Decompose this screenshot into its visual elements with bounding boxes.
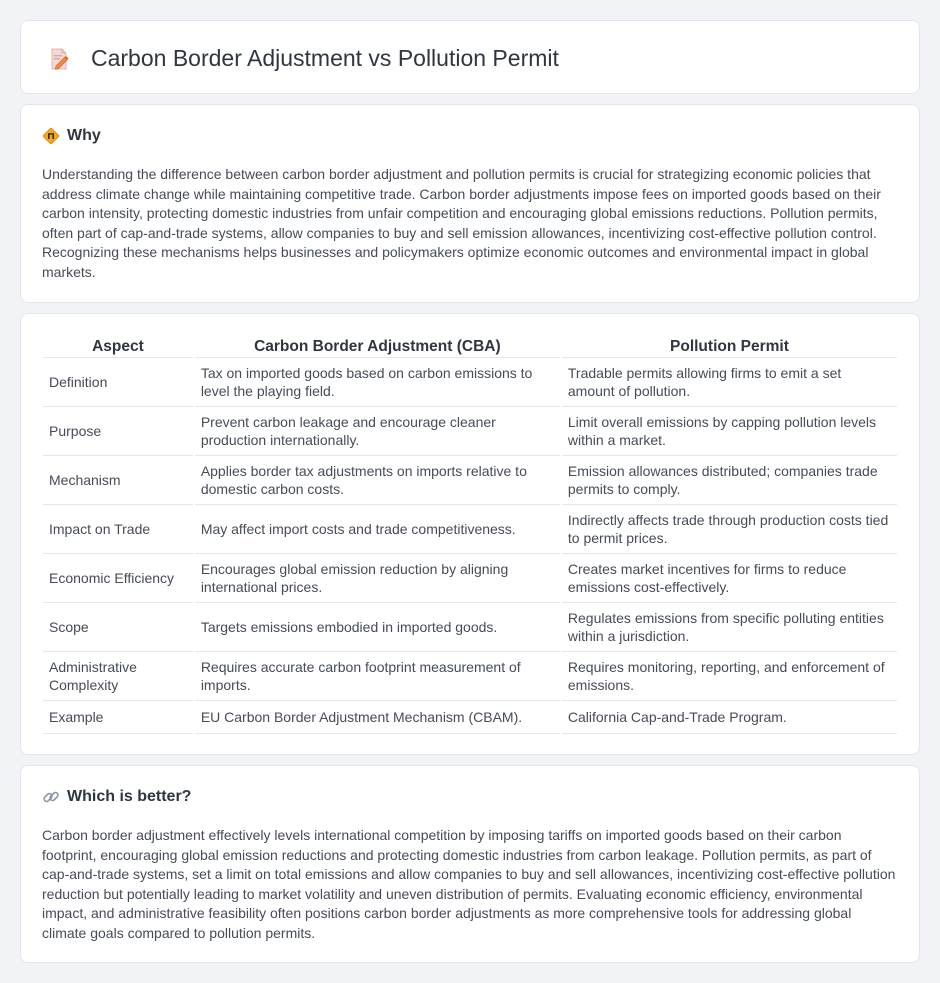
row-aspect: Scope bbox=[43, 603, 193, 652]
row-aspect: Definition bbox=[43, 358, 193, 407]
table-row bbox=[43, 652, 897, 701]
table-row bbox=[43, 554, 897, 603]
table-row bbox=[43, 358, 897, 407]
row-permit: Creates market incentives for firms to reduce emissions cost-effectively. bbox=[562, 554, 897, 603]
row-permit: Limit overall emissions by capping pollution levels within a market. bbox=[562, 407, 897, 456]
row-permit: Tradable permits allowing firms to emit a set amount of pollution. bbox=[562, 358, 897, 407]
row-cba: Tax on imported goods based on carbon emissions to level the playing field. bbox=[195, 358, 560, 407]
better-text: Carbon border adjustment effectively levels international competition by imposing tariffs on imported goods based on their carbon footprint, encouraging global emission reductions and protecting domestic industries from carbon leakage. Pollution permits, as part of cap-and-trade systems, set a limit on total emissions and allow companies to buy and sell allowances, incentivizing cost-effective pollution reduction but potentially leading to market volatility and uneven distribution of permits. Evaluating economic efficiency, environmental impact, and administrative feasibility often positions carbon border adjustments as more comprehensive tools for addressing global climate goals compared to pollution permits. bbox=[42, 827, 896, 941]
why-title: Why bbox=[67, 127, 101, 144]
road-sign-icon bbox=[42, 127, 60, 145]
row-permit: California Cap-and-Trade Program. bbox=[562, 701, 897, 734]
page-title: Carbon Border Adjustment vs Pollution Permit bbox=[91, 45, 559, 71]
row-aspect: Administrative Complexity bbox=[43, 652, 193, 701]
better-title: Which is better? bbox=[67, 788, 192, 805]
table-header-row bbox=[43, 336, 897, 358]
row-aspect: Economic Efficiency bbox=[43, 554, 193, 603]
link-icon bbox=[42, 788, 60, 806]
row-cba: Encourages global emission reduction by aligning international prices. bbox=[195, 554, 560, 603]
better-heading bbox=[42, 788, 191, 806]
row-permit: Emission allowances distributed; companies trade permits to comply. bbox=[562, 456, 897, 505]
table-row bbox=[43, 456, 897, 505]
which-better-card bbox=[20, 765, 920, 963]
header-aspect: Aspect bbox=[43, 336, 193, 358]
header-card bbox=[20, 20, 920, 94]
row-permit: Regulates emissions from specific polluting entities within a jurisdiction. bbox=[562, 603, 897, 652]
why-text: Understanding the difference between carbon border adjustment and pollution permits is crucial for strategizing economic policies that address climate change while maintaining competitive trade. Carbon border adjustments impose fees on imported goods based on their carbon intensity, protecting domestic industries from unfair competition and encouraging global emissions reductions. Pollution permits, often part of cap-and-trade systems, allow companies to buy and sell emission allowances, incentivizing cost-effective pollution control. Recognizing these mechanisms helps businesses and policymakers optimize economic outcomes and environmental impact in global markets. bbox=[42, 166, 881, 280]
row-cba: Applies border tax adjustments on imports relative to domestic carbon costs. bbox=[195, 456, 560, 505]
header-cba: Carbon Border Adjustment (CBA) bbox=[195, 336, 560, 358]
table-row bbox=[43, 701, 897, 734]
document-pencil-icon bbox=[47, 47, 71, 71]
row-cba: Targets emissions embodied in imported goods. bbox=[195, 603, 560, 652]
table-row bbox=[43, 505, 897, 554]
comparison-card bbox=[20, 313, 920, 755]
row-cba: EU Carbon Border Adjustment Mechanism (CBAM). bbox=[195, 701, 560, 734]
header-pollution-permit: Pollution Permit bbox=[562, 336, 897, 358]
row-permit: Indirectly affects trade through production costs tied to permit prices. bbox=[562, 505, 897, 554]
table-row bbox=[43, 603, 897, 652]
why-card bbox=[20, 104, 920, 303]
row-aspect: Purpose bbox=[43, 407, 193, 456]
comparison-table bbox=[41, 336, 899, 734]
title-row bbox=[47, 45, 559, 72]
row-aspect: Mechanism bbox=[43, 456, 193, 505]
row-cba: Requires accurate carbon footprint measurement of imports. bbox=[195, 652, 560, 701]
table-row bbox=[43, 407, 897, 456]
row-permit: Requires monitoring, reporting, and enforcement of emissions. bbox=[562, 652, 897, 701]
row-cba: May affect import costs and trade competitiveness. bbox=[195, 505, 560, 554]
why-heading bbox=[42, 127, 101, 145]
row-aspect: Impact on Trade bbox=[43, 505, 193, 554]
row-aspect: Example bbox=[43, 701, 193, 734]
row-cba: Prevent carbon leakage and encourage cleaner production internationally. bbox=[195, 407, 560, 456]
